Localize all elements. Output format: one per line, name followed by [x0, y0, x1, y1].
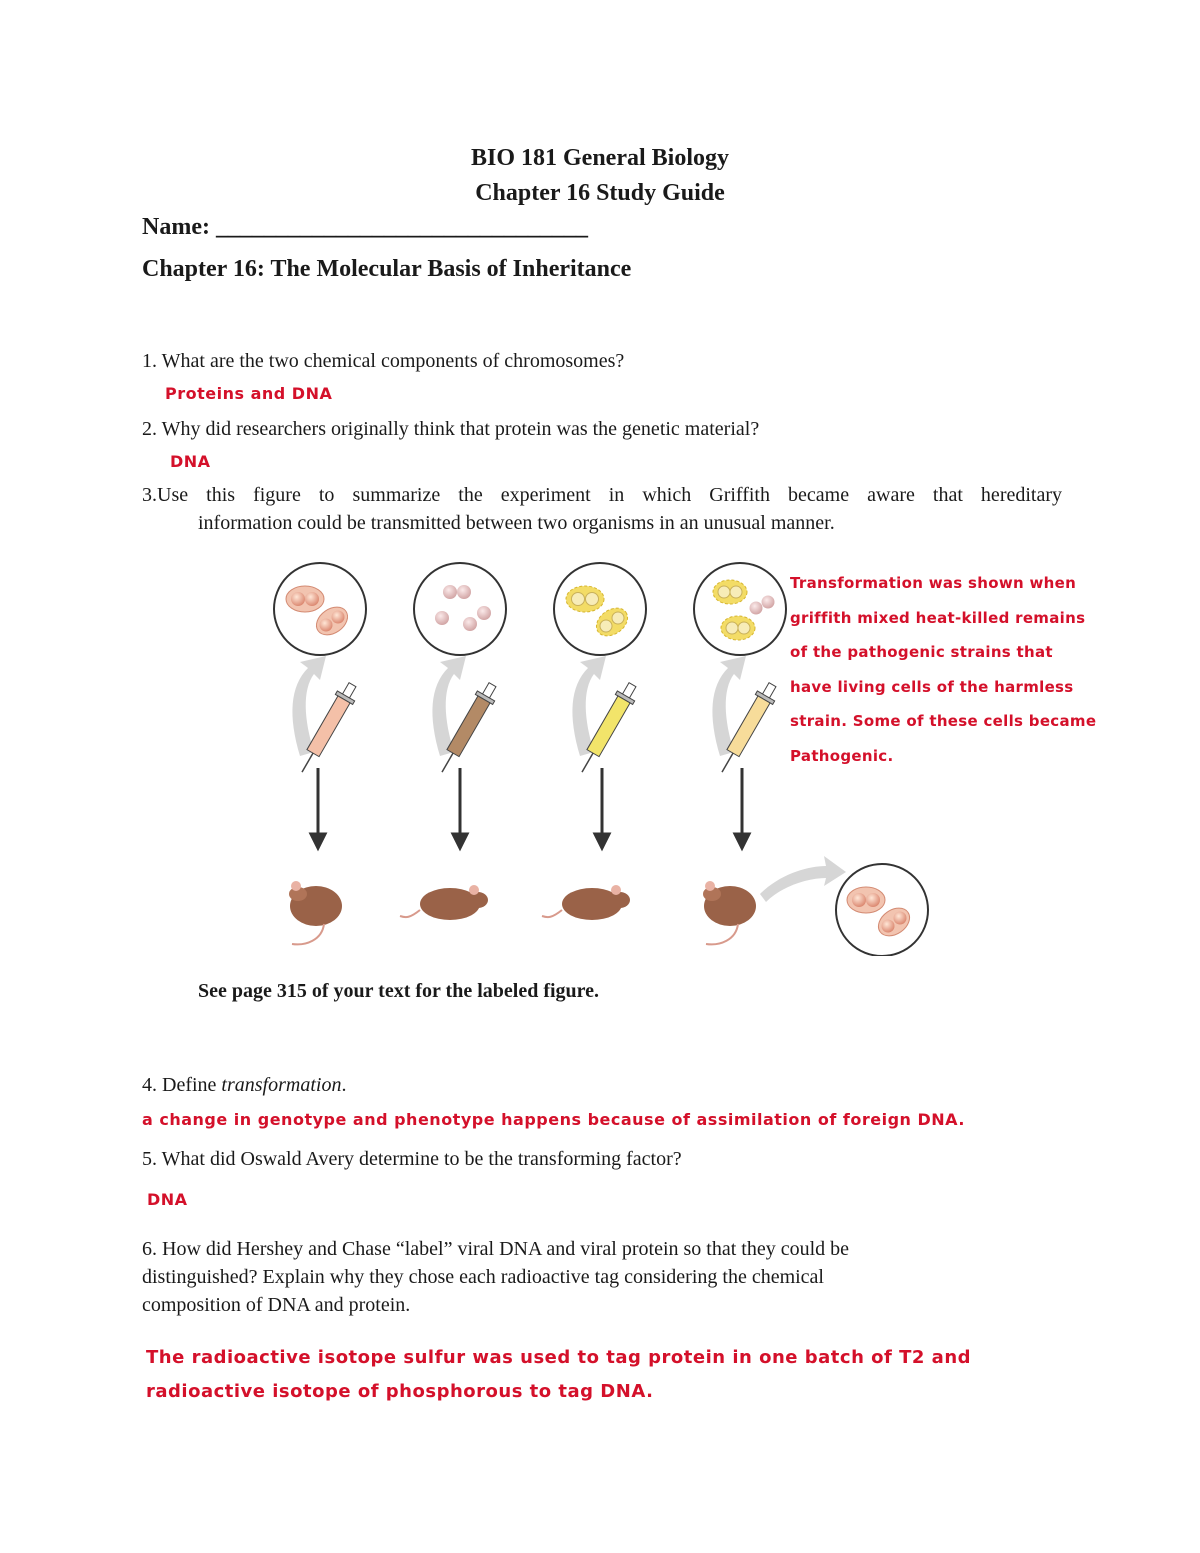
question-6: 6. How did Hershey and Chase “label” viral DNA and viral protein so that they could be: [142, 1238, 850, 1260]
question-4: [142, 1074, 346, 1097]
griffith-answer-line: strain. Some of these cells became: [790, 712, 1097, 730]
question-4-end: .: [341, 1074, 347, 1096]
question-5: 5. What did Oswald Avery determine to be the transforming factor?: [142, 1148, 682, 1170]
answer-5: DNA: [147, 1190, 188, 1209]
griffith-answer-line: Transformation was shown when: [790, 574, 1077, 592]
answer-6-cont: radioactive isotope of phosphorous to tag DNA.: [146, 1381, 654, 1402]
name-label-text: Name:: [142, 214, 210, 240]
course-title: BIO 181 General Biology: [471, 145, 729, 171]
name-label: [142, 214, 588, 241]
question-6-cont-2: composition of DNA and protein.: [142, 1294, 411, 1316]
answer-4: a change in genotype and phenotype happens because of assimilation of foreign DNA.: [142, 1110, 965, 1129]
chapter-heading: Chapter 16: The Molecular Basis of Inheritance: [142, 256, 632, 282]
question-3-cont: information could be transmitted between two organisms in an unusual manner.: [198, 512, 835, 534]
question-4-term: transformation: [221, 1074, 342, 1096]
griffith-answer-line: have living cells of the harmless: [790, 677, 1074, 696]
mouse-living-2: [400, 885, 488, 920]
culture-dish-recovered: [836, 864, 928, 956]
guide-title: Chapter 16 Study Guide: [475, 180, 725, 206]
figure-note: See page 315 of your text for the labeled figure.: [198, 980, 600, 1002]
recovery-arrow: [760, 856, 846, 902]
answer-2: DNA: [170, 452, 211, 471]
answer-1: Proteins and DNA: [165, 384, 333, 403]
question-2: 2. Why did researchers originally think that protein was the genetic material?: [142, 418, 760, 440]
culture-dish-2: [414, 563, 506, 655]
griffith-answer: [790, 566, 1180, 773]
injection-arrows: [292, 656, 746, 756]
mouse-dead-4: [703, 881, 756, 944]
culture-dish-3: [554, 563, 646, 655]
griffith-answer-line: of the pathogenic strains that: [790, 643, 1053, 661]
question-3: 3.Use this figure to summarize the experiment in which Griffith became aware that hereditary: [142, 484, 1062, 506]
down-arrows: [311, 768, 749, 848]
mouse-dead-1: [289, 881, 342, 944]
griffith-answer-line: griffith mixed heat-killed remains: [790, 608, 1086, 627]
culture-dish-4: [694, 563, 786, 655]
question-6-cont: distinguished? Explain why they chose each radioactive tag considering the chemical: [142, 1266, 824, 1288]
mouse-living-3: [542, 885, 630, 920]
culture-dish-1: [274, 563, 366, 655]
question-1: 1. What are the two chemical components of chromosomes?: [142, 350, 625, 372]
answer-6: The radioactive isotope sulfur was used to tag protein in one batch of T2 and: [146, 1347, 972, 1368]
name-blank[interactable]: _______________________________: [215, 214, 588, 240]
question-4-text: 4. Define: [142, 1074, 222, 1096]
griffith-answer-line: Pathogenic.: [790, 746, 894, 765]
